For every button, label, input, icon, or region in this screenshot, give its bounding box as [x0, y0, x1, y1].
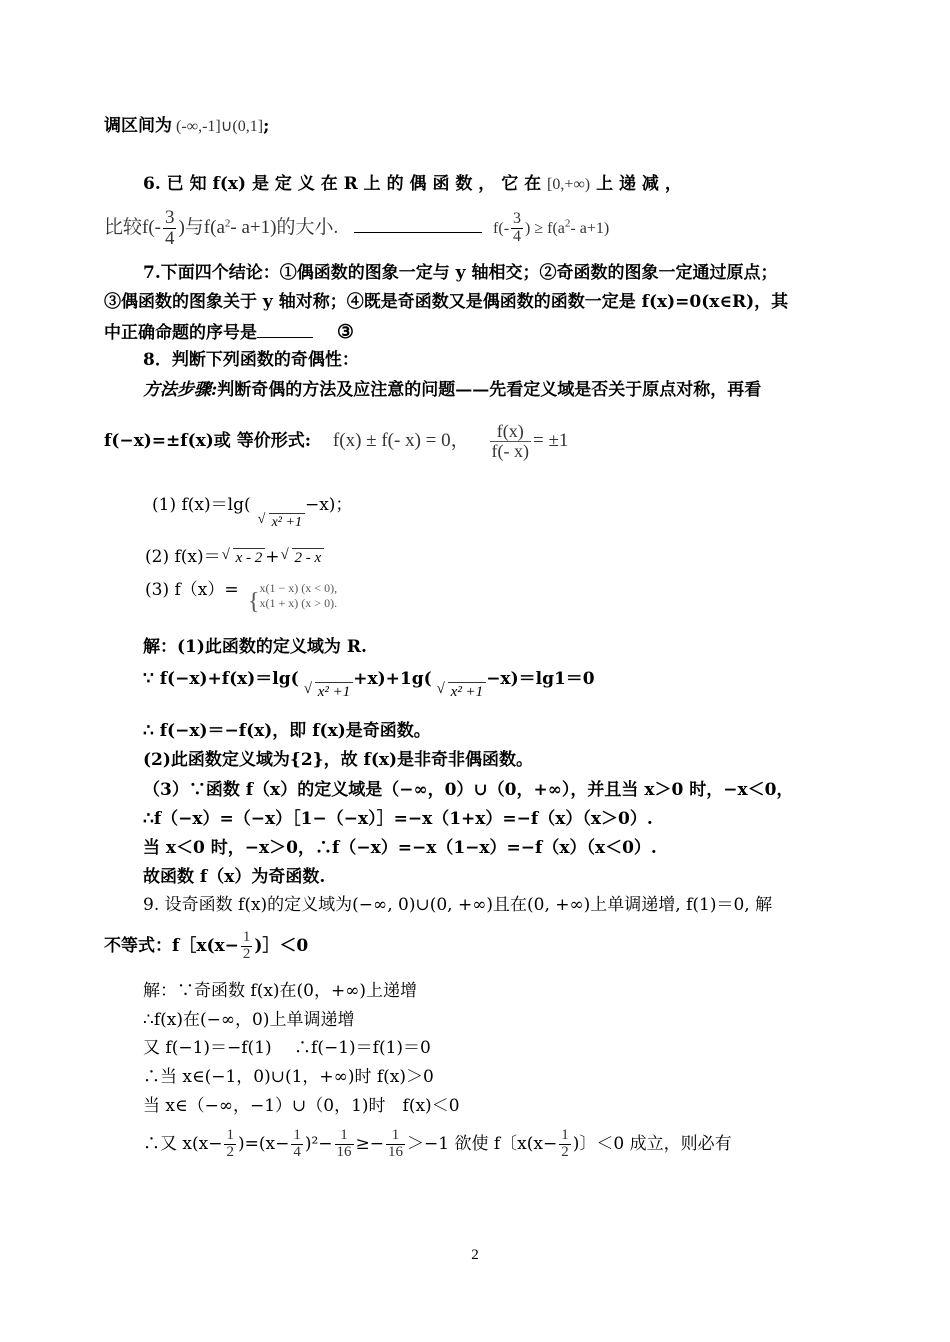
solution-line: 故函数 f（x）为奇函数. [143, 867, 326, 887]
fraction [241, 930, 253, 963]
solution-line: 当 x＜0 时，−x＞0，∴f（−x）=−x（1−x）=−f（x）（x＜0）. [143, 838, 657, 858]
solution-line: 当 x∈（−∞，−1）∪（0，1)时 f(x)＜0 [143, 1096, 460, 1116]
fraction-denominator: 2 [226, 1143, 234, 1160]
question-9-line2 [104, 930, 308, 963]
solution-text: ＞−1 欲使 f〔x(x− [407, 1133, 558, 1154]
fraction-numerator: 3 [513, 210, 522, 228]
solution-text: )〕＜0 成立，则必有 [572, 1133, 732, 1154]
solution-line: ∴f（−x）=（−x）［1−（−x）］=−x（1+x）=−f（x）（x＞0）. [143, 809, 653, 829]
math-interval: (-∞,-1]∪(0,1] [176, 118, 264, 135]
solution-text: )²− [304, 1133, 333, 1154]
answer-expr: ) ≥ f(a [525, 219, 565, 237]
solution-line: 解：(1)此函数的定义域为 R. [143, 637, 367, 657]
radical: √ x² +1 [269, 513, 305, 532]
equiv-label: f(−x)=±f(x)或 等价形式: [104, 430, 311, 451]
function-3 [145, 580, 337, 617]
fraction [490, 422, 531, 461]
equation-1: f(x) ± f(- x) = 0， [332, 429, 470, 451]
solution-text: ∴又 x(x− [143, 1133, 223, 1154]
fraction-numerator: 3 [164, 207, 175, 228]
fraction-numerator: 1 [386, 1128, 405, 1145]
function-label: (3) f（x）= [145, 580, 239, 600]
question-text: )］＜0 [254, 935, 309, 956]
solution-text: )=(x− [237, 1133, 290, 1154]
method-text: 判断奇偶的方法及应注意的问题——先看定义域是否关于原点对称，再看 [217, 380, 762, 400]
answer: ③ [336, 321, 354, 343]
fraction-denominator: 2 [242, 945, 251, 962]
question-text: 不等式：f［x(x− [104, 935, 239, 956]
math-expr: )与f(a [178, 216, 225, 238]
fraction [511, 211, 523, 246]
fraction-numerator: 1 [242, 929, 251, 945]
math-interval: [0,+∞) [547, 176, 591, 193]
fraction-denominator: 16 [388, 1143, 404, 1160]
superscript: 2 [564, 217, 571, 230]
fraction [224, 1128, 236, 1161]
answer-expr: - a+1) [570, 219, 610, 237]
solution-text: ∵ f(−x)+f(x)＝lg( [143, 669, 299, 689]
fraction-denominator: 4 [164, 227, 175, 249]
piecewise-cases [260, 581, 338, 611]
plus: + [265, 547, 280, 567]
question-6-line2 [104, 208, 609, 249]
fraction-denominator: 4 [293, 1143, 301, 1160]
fraction [291, 1128, 303, 1161]
function-text: −x)； [304, 495, 353, 515]
solution-line: （3）∵函数 f（x）的定义域是（−∞，0）∪（0，+∞），并且当 x＞0 时，−x＜0， [143, 780, 794, 800]
fraction [559, 1128, 571, 1161]
case-row: x(1 − x) (x < 0), [259, 581, 338, 595]
fraction-numerator: 1 [561, 1127, 569, 1143]
function-label: (1) f(x)＝lg( [152, 495, 251, 515]
fraction [163, 208, 177, 249]
math-expr: 比较f(- [104, 216, 161, 238]
radical: √ x - 2 [233, 548, 266, 568]
fraction-numerator: 1 [335, 1128, 354, 1145]
fraction-numerator: 1 [293, 1127, 301, 1143]
question-8-title: 8．判断下列函数的奇偶性： [143, 350, 359, 370]
equation-rhs: = ±1 [533, 429, 569, 451]
answer-blank [257, 337, 313, 338]
math-expr: - a+1)的大小. [230, 216, 339, 238]
radical: √ x² +1 [315, 682, 354, 702]
solution-line [143, 1128, 732, 1161]
answer-expr: f(- [493, 219, 510, 237]
line-interval-result [104, 116, 269, 137]
fraction-denominator: 16 [336, 1143, 352, 1160]
question-text: 已 知 f(x) 是 定 义 在 R 上 的 偶 函 数 ， 它 在 [166, 174, 542, 194]
solution-line [143, 669, 595, 702]
question-text: 上 递 减 ， [596, 174, 682, 194]
fraction-denominator: f(- x) [491, 440, 530, 461]
text: ; [263, 116, 270, 136]
page-number: 2 [471, 1247, 479, 1263]
fraction-numerator: 1 [226, 1127, 234, 1143]
text: 调区间为 [104, 116, 172, 136]
answer-blank [354, 232, 482, 233]
solution-line: 又 f(−1)＝−f(1) ∴f(−1)＝f(1)＝0 [143, 1038, 431, 1058]
fraction [386, 1128, 405, 1161]
question-9-line1: 9. 设奇函数 f(x)的定义域为(−∞, 0)∪(0, +∞)且在(0, +∞)上单调递增, f(1)＝0, 解 [143, 895, 773, 915]
method-steps [143, 380, 761, 401]
question-text: 中正确命题的序号是 [104, 323, 257, 343]
brace-icon: { [248, 589, 260, 615]
function-2 [145, 547, 324, 568]
question-number: 6. [143, 174, 161, 194]
solution-line: ∴ f(−x)＝−f(x)，即 f(x)是奇函数。 [143, 721, 431, 741]
fraction [335, 1128, 354, 1161]
superscript: 2 [224, 217, 231, 230]
fraction-denominator: 2 [561, 1143, 569, 1160]
solution-line: ∴f(x)在(−∞，0)上单调递增 [143, 1010, 355, 1030]
method-label: 方法步骤: [143, 380, 218, 400]
equivalent-forms [104, 422, 568, 461]
question-7-line2: ③偶函数的图象关于 y 轴对称；④既是奇函数又是偶函数的函数一定是 f(x)=0(x∈R)，其 [104, 292, 789, 312]
fraction-numerator: f(x) [490, 422, 531, 442]
solution-line: ∴当 x∈(−1，0)∪(1，+∞)时 f(x)＞0 [143, 1067, 434, 1087]
question-6-line1 [143, 174, 682, 195]
function-1 [152, 495, 352, 532]
solution-text: ≥− [355, 1133, 385, 1154]
function-label: (2) f(x)＝ [145, 547, 221, 567]
question-7-line3 [104, 321, 354, 345]
solution-text: −x)＝lg1＝0 [486, 669, 595, 689]
case-row: x(1 + x) (x > 0). [259, 596, 338, 610]
radical: √ x² +1 [448, 682, 487, 702]
question-7-line1: 7.下面四个结论：①偶函数的图象一定与 y 轴相交；②奇函数的图象一定通过原点； [143, 263, 778, 283]
fraction-denominator: 4 [513, 227, 522, 245]
radical: √ 2 - x [292, 548, 325, 568]
solution-line: 解：∵奇函数 f(x)在(0，+∞)上递增 [143, 981, 418, 1001]
solution-line: (2)此函数定义域为{2}，故 f(x)是非奇非偶函数。 [143, 750, 534, 770]
solution-text: +x)+1g( [353, 669, 432, 689]
